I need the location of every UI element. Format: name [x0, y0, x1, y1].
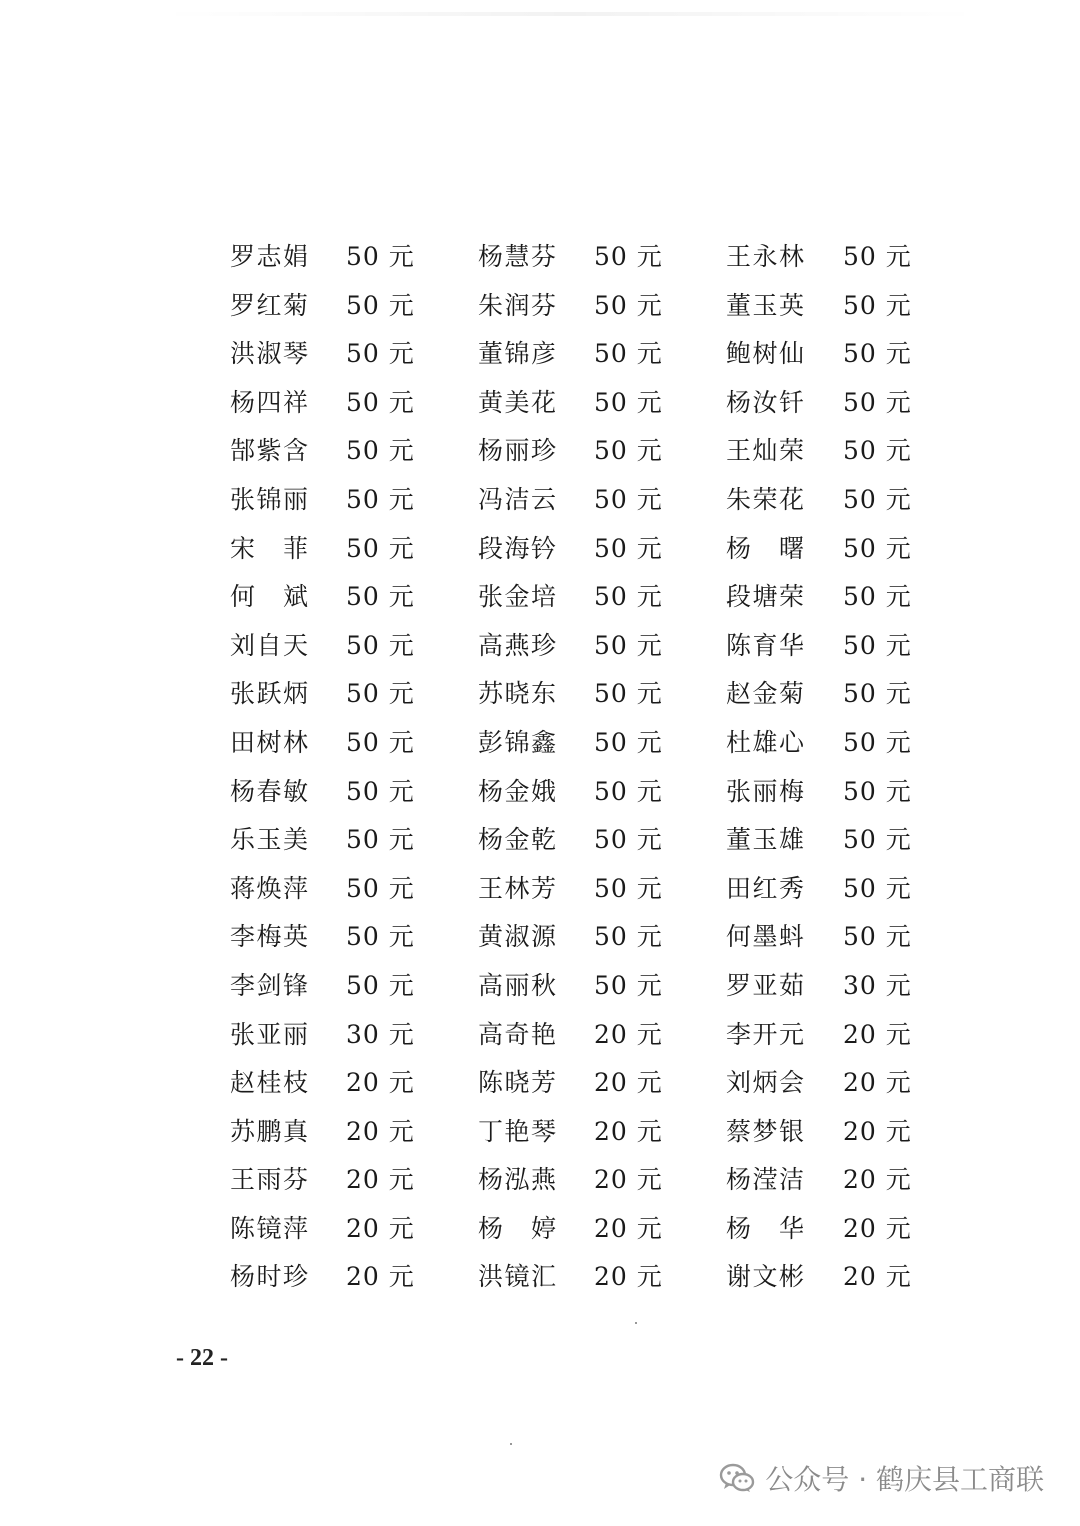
donor-name: 李 梅 英 [230, 922, 308, 952]
donor-name: 丁 艳 琴 [478, 1116, 556, 1146]
donor-name: 陈 育 华 [726, 630, 804, 660]
donation-amount: 50 元 [843, 387, 912, 417]
donation-amount: 50 元 [594, 290, 663, 320]
donation-amount: 50 元 [346, 727, 415, 757]
donor-name: 何 墨 蚪 [726, 922, 804, 952]
donation-amount: 50 元 [843, 290, 912, 320]
scan-speck [510, 1443, 512, 1445]
watermark [719, 1458, 1044, 1498]
donation-amount: 20 元 [843, 1213, 912, 1243]
donor-name: 郜 紫 含 [230, 436, 308, 466]
donation-amount: 20 元 [843, 1116, 912, 1146]
donor-name: 田 红 秀 [726, 873, 804, 903]
donation-amount: 50 元 [594, 484, 663, 514]
donor-row [0, 427, 1080, 476]
donor-name: 杨 曙 [726, 533, 804, 563]
donation-amount: 50 元 [843, 679, 912, 709]
donor-name: 冯 洁 云 [478, 484, 556, 514]
donor-name: 陈 晓 芳 [478, 1068, 556, 1098]
donor-name: 罗 红 菊 [230, 290, 308, 320]
donor-name: 朱 荣 花 [726, 484, 804, 514]
donation-amount: 50 元 [346, 776, 415, 806]
donor-name: 朱 润 芬 [478, 290, 556, 320]
donation-amount: 50 元 [346, 873, 415, 903]
donor-name: 董 玉 雄 [726, 825, 804, 855]
donor-name: 罗 志 娟 [230, 242, 308, 271]
donor-name: 苏 鹏 真 [230, 1116, 308, 1146]
donor-name: 段 海 钤 [478, 533, 556, 563]
donor-row [0, 670, 1080, 719]
donor-name: 杨 金 乾 [478, 825, 556, 855]
donor-name: 董 玉 英 [726, 290, 804, 320]
donor-name: 田 树 林 [230, 727, 308, 757]
donation-amount: 30 元 [346, 1019, 415, 1049]
donor-row [0, 816, 1080, 865]
donor-list [0, 233, 1080, 1302]
donation-amount: 50 元 [346, 484, 415, 514]
donor-row [0, 865, 1080, 914]
donor-name: 李 开 元 [726, 1019, 804, 1049]
donor-name: 杨 华 [726, 1213, 804, 1243]
donor-name: 黄 淑 源 [478, 922, 556, 952]
donation-amount: 50 元 [843, 825, 912, 855]
donor-name: 刘 炳 会 [726, 1068, 804, 1098]
donation-amount: 30 元 [843, 970, 912, 1000]
donation-amount: 20 元 [346, 1068, 415, 1098]
donation-amount: 50 元 [346, 387, 415, 417]
donor-name: 鲍 树 仙 [726, 339, 804, 369]
donor-row [0, 282, 1080, 331]
donation-amount: 20 元 [346, 1262, 415, 1292]
donation-amount: 20 元 [843, 1019, 912, 1049]
donor-row [0, 1205, 1080, 1254]
donor-name: 杨 汝 钎 [726, 387, 804, 417]
donor-row [0, 1011, 1080, 1060]
donor-name: 乐 玉 美 [230, 825, 308, 855]
donation-amount: 20 元 [594, 1068, 663, 1098]
donor-name: 谢 文 彬 [726, 1262, 804, 1292]
donation-amount: 50 元 [594, 776, 663, 806]
donor-name: 蔡 梦 银 [726, 1116, 804, 1146]
donation-amount: 50 元 [594, 825, 663, 855]
donation-amount: 50 元 [843, 922, 912, 952]
donation-amount: 50 元 [843, 436, 912, 466]
donation-amount: 50 元 [594, 679, 663, 709]
donation-amount: 50 元 [843, 533, 912, 563]
donor-name: 高 燕 珍 [478, 630, 556, 660]
donor-name: 苏 晓 东 [478, 679, 556, 709]
donation-amount: 50 元 [346, 582, 415, 612]
donor-row [0, 913, 1080, 962]
donor-name: 张 跃 炳 [230, 679, 308, 709]
donation-amount: 50 元 [594, 242, 663, 271]
donation-amount: 50 元 [594, 970, 663, 1000]
donor-name: 杨 婷 [478, 1213, 556, 1243]
donor-name: 罗 亚 茹 [726, 970, 804, 1000]
donation-amount: 50 元 [346, 922, 415, 952]
donor-name: 杜 雄 心 [726, 727, 804, 757]
donor-name: 杨 丽 珍 [478, 436, 556, 466]
donation-amount: 50 元 [594, 582, 663, 612]
donation-amount: 20 元 [843, 1068, 912, 1098]
donation-amount: 50 元 [346, 290, 415, 320]
donation-amount: 50 元 [346, 242, 415, 271]
wechat-icon [719, 1462, 755, 1494]
donation-amount: 50 元 [594, 387, 663, 417]
donation-amount: 20 元 [594, 1019, 663, 1049]
donor-name: 洪 镜 汇 [478, 1262, 556, 1292]
donor-name: 杨 时 珍 [230, 1262, 308, 1292]
scan-edge-shadow [160, 12, 980, 16]
donor-name: 张 亚 丽 [230, 1019, 308, 1049]
donor-name: 杨 慧 芬 [478, 242, 556, 271]
donor-name: 高 丽 秋 [478, 970, 556, 1000]
donation-amount: 50 元 [594, 630, 663, 660]
page-number: - 22 - [176, 1345, 228, 1371]
donation-amount: 20 元 [594, 1213, 663, 1243]
donation-amount: 50 元 [594, 436, 663, 466]
donation-amount: 50 元 [346, 630, 415, 660]
donation-amount: 20 元 [843, 1262, 912, 1292]
donation-amount: 50 元 [594, 339, 663, 369]
donation-amount: 50 元 [843, 484, 912, 514]
donation-amount: 50 元 [594, 727, 663, 757]
donation-amount: 50 元 [346, 970, 415, 1000]
donor-name: 陈 镜 萍 [230, 1213, 308, 1243]
donor-name: 董 锦 彦 [478, 339, 556, 369]
scan-speck [635, 1322, 637, 1324]
donor-name: 蒋 焕 萍 [230, 873, 308, 903]
donor-row [0, 525, 1080, 574]
donor-row [0, 233, 1080, 282]
donor-row [0, 1156, 1080, 1205]
donor-row [0, 1108, 1080, 1157]
donation-amount: 50 元 [346, 679, 415, 709]
donor-row [0, 476, 1080, 525]
donation-amount: 50 元 [346, 533, 415, 563]
donor-name: 刘 自 天 [230, 630, 308, 660]
donation-amount: 50 元 [843, 242, 912, 271]
donation-amount: 50 元 [843, 630, 912, 660]
donation-amount: 50 元 [843, 873, 912, 903]
donation-amount: 50 元 [843, 339, 912, 369]
donor-name: 杨 泓 燕 [478, 1165, 556, 1195]
donation-amount: 50 元 [346, 825, 415, 855]
donor-name: 赵 金 菊 [726, 679, 804, 709]
donation-amount: 20 元 [843, 1165, 912, 1195]
donor-name: 张 丽 梅 [726, 776, 804, 806]
donor-name: 高 奇 艳 [478, 1019, 556, 1049]
donor-row [0, 379, 1080, 428]
donation-amount: 20 元 [346, 1165, 415, 1195]
donor-row [0, 573, 1080, 622]
donor-row [0, 1253, 1080, 1302]
donor-name: 洪 淑 琴 [230, 339, 308, 369]
donor-row [0, 768, 1080, 817]
donation-amount: 50 元 [594, 873, 663, 903]
donor-name: 何 斌 [230, 582, 308, 612]
donor-name: 王 永 林 [726, 242, 804, 271]
donor-name: 张 锦 丽 [230, 484, 308, 514]
donor-row [0, 1059, 1080, 1108]
donor-name: 段 塘 荣 [726, 582, 804, 612]
donation-amount: 20 元 [594, 1262, 663, 1292]
watermark-text: 公众号 · 鹤庆县工商联 [765, 1463, 1044, 1496]
donor-row [0, 330, 1080, 379]
donor-name: 宋 菲 [230, 533, 308, 563]
donation-amount: 20 元 [594, 1116, 663, 1146]
donation-amount: 20 元 [346, 1116, 415, 1146]
donor-name: 彭 锦 鑫 [478, 727, 556, 757]
donor-name: 杨 春 敏 [230, 776, 308, 806]
donation-amount: 50 元 [843, 776, 912, 806]
donation-amount: 20 元 [594, 1165, 663, 1195]
donor-name: 杨 滢 洁 [726, 1165, 804, 1195]
donation-amount: 50 元 [843, 727, 912, 757]
donation-amount: 20 元 [346, 1213, 415, 1243]
donation-amount: 50 元 [346, 436, 415, 466]
donor-name: 王 林 芳 [478, 873, 556, 903]
donation-amount: 50 元 [594, 533, 663, 563]
donor-row [0, 622, 1080, 671]
donor-row [0, 962, 1080, 1011]
donation-amount: 50 元 [346, 339, 415, 369]
donor-name: 杨 金 娥 [478, 776, 556, 806]
donor-name: 黄 美 花 [478, 387, 556, 417]
donor-name: 李 剑 锋 [230, 970, 308, 1000]
donor-name: 杨 四 祥 [230, 387, 308, 417]
donor-name: 赵 桂 枝 [230, 1068, 308, 1098]
donation-amount: 50 元 [594, 922, 663, 952]
donor-name: 王 灿 荣 [726, 436, 804, 466]
donor-name: 王 雨 芬 [230, 1165, 308, 1195]
donor-row [0, 719, 1080, 768]
donor-name: 张 金 培 [478, 582, 556, 612]
donation-amount: 50 元 [843, 582, 912, 612]
